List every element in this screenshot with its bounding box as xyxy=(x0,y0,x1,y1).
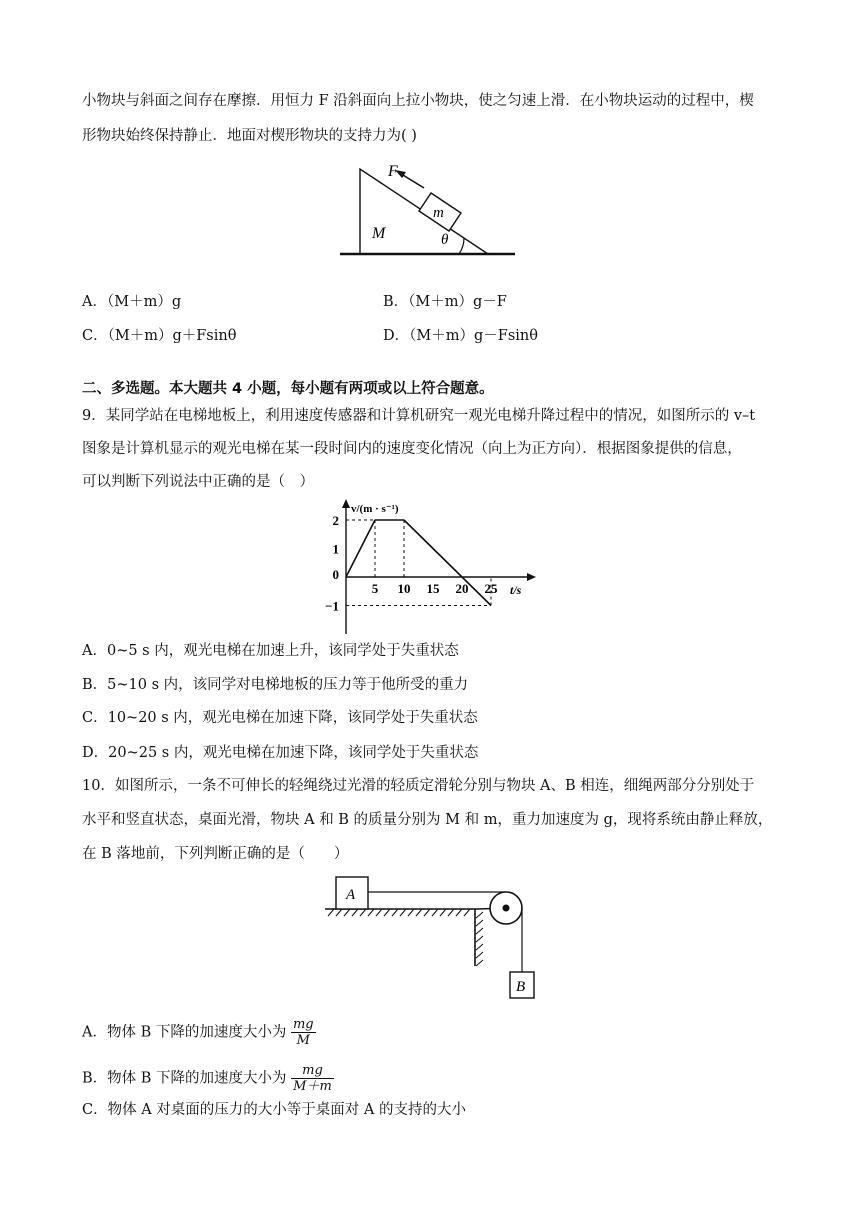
angle-arc xyxy=(459,238,464,254)
x-axis-label: t/s xyxy=(510,583,522,597)
y-tick-label-0: 2 xyxy=(332,513,339,528)
fraction-a xyxy=(291,1017,316,1048)
q8-option-a: A．（M＋m）g xyxy=(82,294,182,310)
y-tick-label-1: 1 xyxy=(332,541,339,557)
fraction-a-denominator: M xyxy=(296,1033,310,1048)
q10-line-1: 10．如图所示，一条不可伸长的轻绳绕过光滑的轻质定滑轮分别与物块 A、B 相连，细绳两部分分别处于 xyxy=(82,778,755,794)
q9-line-3: 可以判断下列说法中正确的是（ ） xyxy=(82,474,314,490)
q8-option-b: B．（M＋m）g－F xyxy=(383,294,507,310)
q9-option-c: C．10~20 s 内，观光电梯在加速下降，该同学处于失重状态 xyxy=(82,710,478,726)
fraction-b-numerator: mg xyxy=(291,1063,334,1079)
q10-line-2: 水平和竖直状态，桌面光滑，物块 A 和 B 的质量分别为 M 和 m，重力加速度为 g，现将系统由静止释放， xyxy=(82,812,773,828)
label-M: M xyxy=(372,225,386,242)
q9-line-2: 图象是计算机显示的观光电梯在某一段时间内的速度变化情况（向上为正方向）．根据图象提供的信息， xyxy=(82,441,742,457)
vt-chart xyxy=(320,494,545,634)
q10-option-b-text: B．物体 B 下降的加速度大小为 xyxy=(82,1070,287,1087)
label-a: A xyxy=(346,887,356,903)
q10-line-3: 在 B 落地前，下列判断正确的是（ ） xyxy=(82,846,349,862)
y-tick-label-2: 0 xyxy=(332,567,339,582)
label-m: m xyxy=(433,205,444,221)
x-tick-label-4: 25 xyxy=(484,581,498,596)
x-tick-label-0: 5 xyxy=(371,581,379,596)
wedge-figure xyxy=(340,160,520,265)
q10-option-a xyxy=(82,1017,316,1048)
label-theta: θ xyxy=(441,232,449,248)
q9-option-b: B．5~10 s 内，该同学对电梯地板的压力等于他所受的重力 xyxy=(82,677,469,693)
vt-segment-2 xyxy=(404,520,462,577)
section-heading: 二、多选题。本大题共 4 小题，每小题有两项或以上符合题意。 xyxy=(82,381,494,397)
q10-option-a-text: A．物体 B 下降的加速度大小为 xyxy=(82,1024,287,1041)
q8-line-2: 形物块始终保持静止．地面对楔形物块的支持力为( ) xyxy=(82,128,417,144)
edge-hatching xyxy=(476,912,483,966)
y-tick-label-3: −1 xyxy=(325,598,339,614)
x-tick-label-1: 10 xyxy=(397,581,411,596)
pulley-axle xyxy=(503,905,510,912)
q9-line-1: 9．某同学站在电梯地板上，利用速度传感器和计算机研究一观光电梯升降过程中的情况，如图所示的 v–t xyxy=(82,408,756,424)
x-tick-label-2: 15 xyxy=(426,581,440,596)
q8-option-d: D．（M＋m）g－Fsinθ xyxy=(383,328,538,344)
q8-line-1: 小物块与斜面之间存在摩擦．用恒力 F 沿斜面向上拉小物块，使之匀速上滑．在小物块运动的过程中，楔 xyxy=(82,93,754,109)
x-tick-label-3: 20 xyxy=(455,581,469,596)
pulley-figure xyxy=(320,868,540,1003)
q8-option-c: C．（M＋m）g＋Fsinθ xyxy=(82,328,237,344)
q9-option-a: A．0~5 s 内，观光电梯在加速上升，该同学处于失重状态 xyxy=(82,643,459,659)
fraction-b-denominator: M＋m xyxy=(293,1079,332,1094)
y-axis-label: v/(m · s⁻¹) xyxy=(351,503,399,515)
q10-option-b xyxy=(82,1063,334,1094)
vt-segment-0 xyxy=(346,520,375,577)
x-axis-arrowhead xyxy=(527,573,536,581)
table-hatching xyxy=(328,909,470,916)
q10-option-c: C．物体 A 对桌面的压力的大小等于桌面对 A 的支持的大小 xyxy=(82,1102,466,1118)
q9-option-d: D．20~25 s 内，观光电梯在加速下降，该同学处于失重状态 xyxy=(82,745,479,761)
fraction-b xyxy=(291,1063,334,1094)
fraction-a-numerator: mg xyxy=(292,1017,314,1032)
label-b: B xyxy=(516,979,526,995)
label-F: F xyxy=(388,163,398,180)
y-axis-arrowhead xyxy=(342,499,350,508)
